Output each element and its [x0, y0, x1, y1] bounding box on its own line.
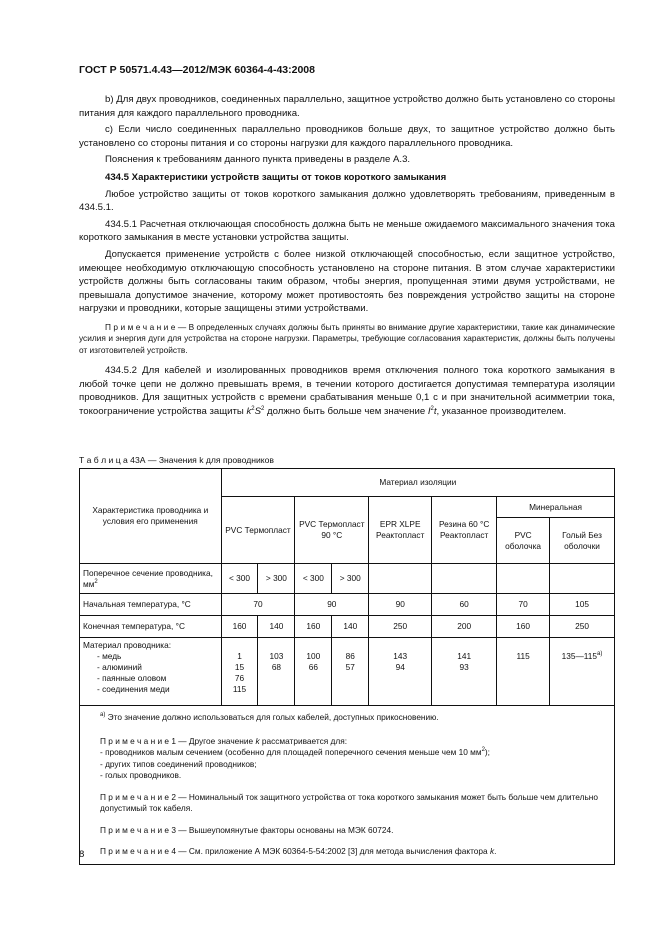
cell-lt300-a: < 300	[221, 564, 258, 594]
table-note-1-item-1: - проводников малым сечением (особенно для площадей поперечного сечения меньше чем 10 $мм^2$);	[100, 747, 490, 757]
table-notes	[80, 706, 615, 865]
header-epr-xlpe: EPR XLPE Реактопласт	[369, 497, 432, 564]
header-pvc-sheath: PVC оболочка	[497, 518, 550, 564]
k-col-8: $135—115^{а)}$	[550, 638, 615, 706]
final-temp-8: 250	[550, 616, 615, 638]
page-number: 8	[79, 849, 85, 860]
k-col-3: 100 66	[295, 638, 332, 706]
initial-temp-pvc90: 90	[295, 594, 369, 616]
paragraph-2: Пояснения к требованиям данного пункта приведены в разделе А.3.	[105, 154, 411, 166]
table-43a	[79, 468, 615, 865]
document-header: ГОСТ Р 50571.4.43—2012/МЭК 60364-4-43:2008	[79, 64, 315, 76]
final-temp-2: 140	[258, 616, 295, 638]
table-note-2: П р и м е ч а н и е 2 — Номинальный ток защитного устройства от тока короткого замыкания может быть больше чем длительно допустимый ток кабеля.	[100, 791, 598, 813]
final-temp-7: 160	[497, 616, 550, 638]
note-main-label: П р и м е ч а н и е	[105, 321, 176, 332]
header-rubber: Резина 60 °С Реактопласт	[432, 497, 497, 564]
final-temp-6: 200	[432, 616, 497, 638]
initial-temp-epr: 90	[369, 594, 432, 616]
header-pvc: PVC Термопласт	[221, 497, 295, 564]
paragraph-1: c) Если число соединенных параллельно проводников больше двух, то защитное устройство должно быть установлено со стороны питания и со стороны нагрузки для каждого параллельного проводника.	[79, 124, 615, 149]
table-note-1-item-2: - других типов соединений проводников;	[100, 758, 257, 769]
row-label-conductor-material: Материал проводника: - медь - алюминий - паянные оловом - соединения меди	[80, 638, 222, 706]
row-label-final-temp: Конечная температура, °С	[80, 616, 222, 638]
paragraph-6: Допускается применение устройств с более низкой отключающей способностью, если защитное устройство, имеющее необходимую отключающую способность установлено на стороне питания. В этом случае характеристики устройств должны быть согласованы таким образом, чтобы энергия, пропущенная этими двумя устройствами, не превышала допустимое значение, которому может противостоять без повреждения устройство защиты на стороне нагрузки и проводники, которые защищены этими устройствами.	[79, 248, 615, 315]
table-note-4: П р и м е ч а н и е 4 — См. приложение А МЭК 60364-5-54:2002 [3] для метода вычисления фактора k.	[100, 846, 497, 856]
note-main	[79, 322, 615, 356]
header-pvc-90: PVC Термопласт 90 °С	[295, 497, 369, 564]
header-bare: Голый Без оболочки	[550, 518, 615, 564]
k-col-2: 103 68	[258, 638, 295, 706]
final-temp-4: 140	[332, 616, 369, 638]
k-col-1: 1 15 76 115	[221, 638, 258, 706]
header-mineral: Минеральная	[497, 497, 615, 518]
paragraph-5: 434.5.1 Расчетная отключающая способность должна быть не меньше ожидаемого максимального значения тока короткого замыкания в месте установки устройства защиты.	[79, 218, 615, 244]
initial-temp-pvc-sheath: 70	[497, 594, 550, 616]
paragraph-list	[79, 93, 615, 316]
initial-temp-rubber: 60	[432, 594, 497, 616]
body-text	[79, 93, 615, 422]
final-temp-1: 160	[221, 616, 258, 638]
final-temp-5: 250	[369, 616, 432, 638]
k-col-5: 143 94	[369, 638, 432, 706]
cell-lt300-b: < 300	[295, 564, 332, 594]
header-characteristic: Характеристика проводника и условия его применения	[80, 469, 222, 564]
table-caption: Т а б л и ц а 43А — Значения k для проводников	[79, 455, 274, 465]
paragraph-0: b) Для двух проводников, соединенных параллельно, защитное устройство должно быть установлено со стороны питания для каждого параллельного проводника.	[79, 94, 615, 119]
paragraph-434-5-2: 434.5.2 Для кабелей и изолированных проводников время отключения полного тока короткого замыкания в любой точке цепи не должно превышать время, в течении которого достигается допустимая температура изоляции проводников. Для защитных устройств с времени срабатывания меньше 0,1 с и при значительной асимметрии тока, токоограничение устройства защиты $k^2S^2$ должно быть больше чем значение $I^2t$, указанное производителем.	[79, 365, 615, 417]
cell-gt300-a: > 300	[258, 564, 295, 594]
k-col-4: 86 57	[332, 638, 369, 706]
header-insulation-material: Материал изоляции	[221, 469, 614, 497]
table-footnote: $^{а)}$ Это значение должно использоваться для голых кабелей, доступных прикосновению.	[100, 712, 439, 722]
note-main-text: — В определенных случаях должны быть приняты во внимание другие характеристики, такие как динамические усилия и энергия дуги для устройства на стороне нагрузки. Параметры, требующие согласования характеристик, должны быть получены от изготовителей устройств.	[79, 321, 616, 355]
cell-gt300-b: > 300	[332, 564, 369, 594]
table-note-1-item-3: - голых проводников.	[100, 770, 182, 780]
initial-temp-bare: 105	[550, 594, 615, 616]
row-label-initial-temp: Начальная температура, °С	[80, 594, 222, 616]
paragraph-3: 434.5 Характеристики устройств защиты от токов короткого замыкания	[105, 171, 447, 183]
initial-temp-pvc: 70	[221, 594, 295, 616]
paragraph-4: Любое устройство защиты от токов короткого замыкания должно удовлетворять требованиям, приведенным в 434.5.1.	[79, 188, 615, 214]
final-temp-3: 160	[295, 616, 332, 638]
k-col-6: 141 93	[432, 638, 497, 706]
table-note-1: П р и м е ч а н и е 1 — Другое значение k рассматривается для:	[100, 735, 348, 746]
row-label-section: Поперечное сечение проводника, $мм^2$	[80, 564, 222, 594]
k-col-7: 115	[497, 638, 550, 706]
table-note-3: П р и м е ч а н и е 3 — Вышеупомянутые факторы основаны на МЭК 60724.	[100, 824, 394, 835]
